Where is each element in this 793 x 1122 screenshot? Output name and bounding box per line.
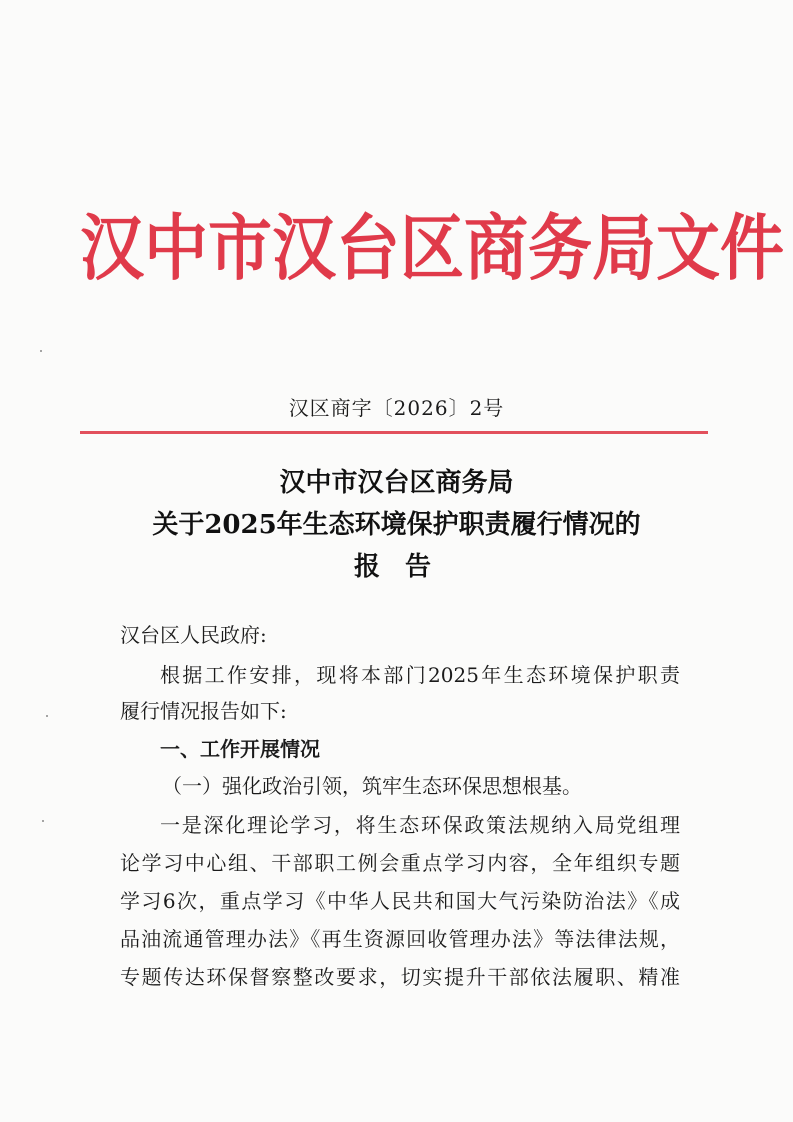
report-title-line-2: 关于2025年生态环境保护职责履行情况的 — [152, 510, 641, 540]
red-divider-line — [80, 431, 708, 434]
document-number: 汉区商字〔2026〕2号 — [288, 396, 505, 420]
scan-speck — [46, 715, 48, 717]
report-title-line-3: 报 告 — [353, 552, 440, 582]
scan-speck — [42, 820, 44, 822]
paragraph-line-4: 品油流通管理办法》《再生资源回收管理办法》等法律法规， — [120, 927, 680, 951]
masthead-title: 汉中市汉台区商务局文件 — [80, 208, 784, 292]
intro-line-1: 根据工作安排，现将本部门2025年生态环境保护职责 — [160, 663, 680, 687]
subsection-heading-1: （一）强化政治引领，筑牢生态环保思想根基。 — [162, 774, 582, 798]
paragraph-line-3: 学习6次，重点学习《中华人民共和国大气污染防治法》《成 — [120, 889, 680, 913]
scan-speck — [40, 350, 42, 352]
salutation: 汉台区人民政府: — [120, 623, 267, 647]
intro-line-2: 履行情况报告如下: — [120, 699, 287, 723]
section-heading-1: 一、工作开展情况 — [160, 737, 320, 761]
paragraph-line-2: 论学习中心组、干部职工例会重点学习内容，全年组织专题 — [120, 851, 680, 875]
paragraph-line-5: 专题传达环保督察整改要求，切实提升干部依法履职、精准 — [120, 965, 680, 989]
paragraph-line-1: 一是深化理论学习，将生态环保政策法规纳入局党组理 — [160, 813, 680, 837]
report-title-line-1: 汉中市汉台区商务局 — [279, 468, 514, 498]
